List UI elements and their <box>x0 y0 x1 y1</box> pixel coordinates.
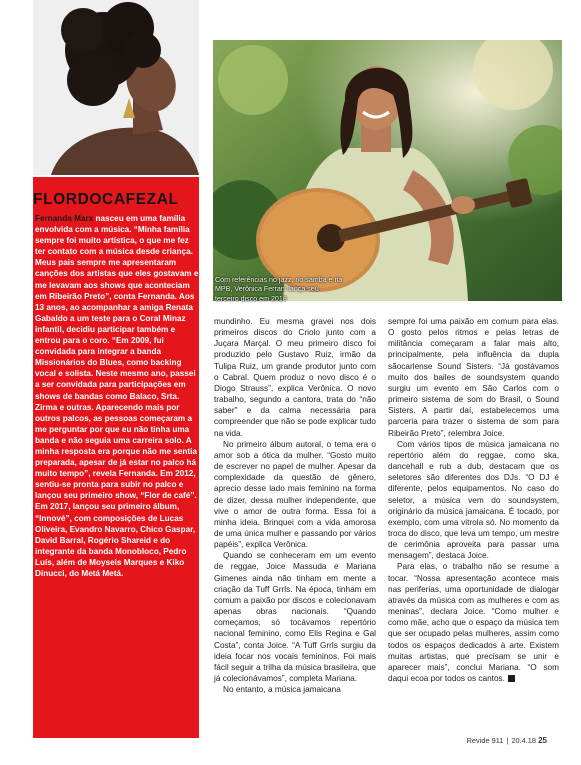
page-footer <box>467 736 547 745</box>
main-photo-veronica <box>213 40 562 301</box>
last-paragraph-text: Para elas, o trabalho não se resume a tocar. “Nossa apresentação acontece mais nas periferias, uma oportunidade de dialogar através da música com as mulheres e com as meninas”, declara Joice. “Como mulher e como mãe, acho que o espaço da música tem que ser ocupado pelas mulheres, assim como todos os espaços dedicados à arte. Existem muitas artistas, que precisam se unir e aparecer mais”, conclui Mariana. “O som daqui ecoa por todos os cantos. <box>388 562 559 683</box>
article-column-2 <box>388 316 559 684</box>
footer-separator: | <box>506 736 509 745</box>
paragraph: No primeiro álbum autoral, o tema era o amor sob a ótica da mulher. “Gosto muito de escrever no papel de mulher. Apesar da complexidade da questão de gênero, aprecio desse lado mais feminino na forma de dizer, dessa mulher independente, que vive o amor de outra forma. Essa foi a minha ideia. Brinquei com a vida amorosa de uma única mulher e passando por vários papéis”, explica Verônica. <box>214 439 376 550</box>
photo-caption: Com referências no jazz, no samba e na MPB, Verônica Ferrani lança seu terceiro disco em 2018 <box>215 276 343 303</box>
page-number: 25 <box>538 736 547 745</box>
paragraph: Quando se conheceram em um evento de reggae, Joice Massuda e Mariana Gimenes ainda não tinham em mente a criação da Tuff Grrls. Na época, tinham em comum a paixão por discos e colecionavam apenas obras nacionais. “Quando começamos, só tocávamos repertório nacional feminino, como Elis Regina e Gal Costa”, conta Joice. “A Tuff Grrls surgiu da ideia focar nos vocais femininos. Foi mais fácil seguir a trilha da música brasileira, que já colecionávamos”, completa Mariana. <box>214 551 376 683</box>
sidebar-body-text: nasceu em uma família envolvida com a música. “Minha família sempre foi muito artística, o que me fez ter contato com a música desde criança. Meus pais sempre me apresentaram canções dos artistas que eles gostavam e me levavam aos shows que aconteciam em Ribeirão Preto”, conta Fernanda. Aos 13 anos, ao acompanhar a amiga Renata Gabaldo a um teste para o Coral Minaz infantil, decidiu participar também e entrou para o coro. “Em 2009, fui convidada para integrar a banda Missionários do Blues, como backing vocal e solista. Neste mesmo ano, passei a ser convidada para participações em shows de bandas como Balaco, Srta. Zirma e outras. Aparecendo mais por outros palcos, as pessoas começaram a me perguntar por que eu não tinha uma banda e não seguia uma carreira solo. A minha resposta era porque não me sentia preparada, apesar de já estar no palco há muito tempo”, revela Fernanda. Em 2012, sentiu-se pronta para subir no palco e lançou seu primeiro show, “Flor de café”. Em 2017, lançou seu primeiro álbum, “Innové”, com composições de Lucas Oliveira, Evandro Navarro, Chico Gaspar, David Barral, Rogério Shareid e do integrante da banda Monobloco, Pedro Luís, além de Moyseis Marques e Kiko Dinucci, do Metá Metá. <box>35 214 199 578</box>
footer-date: 20.4.18 <box>511 736 537 745</box>
article-column-1 <box>214 316 376 695</box>
footer-magazine: Revide 911 <box>466 736 504 745</box>
portrait-photo-fernanda <box>33 0 199 175</box>
paragraph: mundinho. Eu mesma gravei nos dois primeiros discos do Criolo junto com a Juçara Marçal. O meu primeiro disco foi produzido pelo Gustavo Ruiz, irmão da Tulipa Ruiz, um grande produtor junto com o Cabral. Quem produz o novo disco é o Diogo Strauss”, explica Verônica. O novo trabalho, segundo a cantora, trata do “não saber” e da calma necessária para compreender que não se pode explicar tudo na vida. <box>214 317 376 438</box>
sidebar-lead-name: Fernanda Marx <box>35 214 94 223</box>
sidebar-title: FLORDOCAFEZAL <box>33 191 179 208</box>
paragraph <box>388 561 559 684</box>
end-of-article-icon <box>508 675 515 682</box>
paragraph: sempre foi uma paixão em comum para elas. O gosto pelos ritmos e pelas letras de militância começaram a falar mais alto, principalmente, pela influência da dupla sãocarlense Sound Sisters. “Já gostávamos muito dos bailes de soundsystem quando surgiu um evento em São Carlos com o primeiro sistema de som do Brasil, o Sound Sisters. A partir daí, estabelecemos uma parceria para trazer o sistema de som para Ribeirão Preto”, relembra Joice. <box>388 317 559 438</box>
sidebar-text <box>35 213 199 579</box>
paragraph: No entanto, a música jamaicana <box>223 685 341 695</box>
paragraph: Com vários tipos de música jamaicana no repertório além do reggae, como ska, dancehall e rub a dub, destacam que os seletores são diferentes dos DJs. “O DJ é diferente, pelos equipamentos. No caso do seletor, a música vem do soundsystem, originário da música jamaicana. É tocado, por exemplo, com uma vitrola só. No momento da troca do disco, que leva um tempo, um mestre de cerimônia aproveita para passar uma mensagem”, destaca Joice. <box>388 439 559 561</box>
